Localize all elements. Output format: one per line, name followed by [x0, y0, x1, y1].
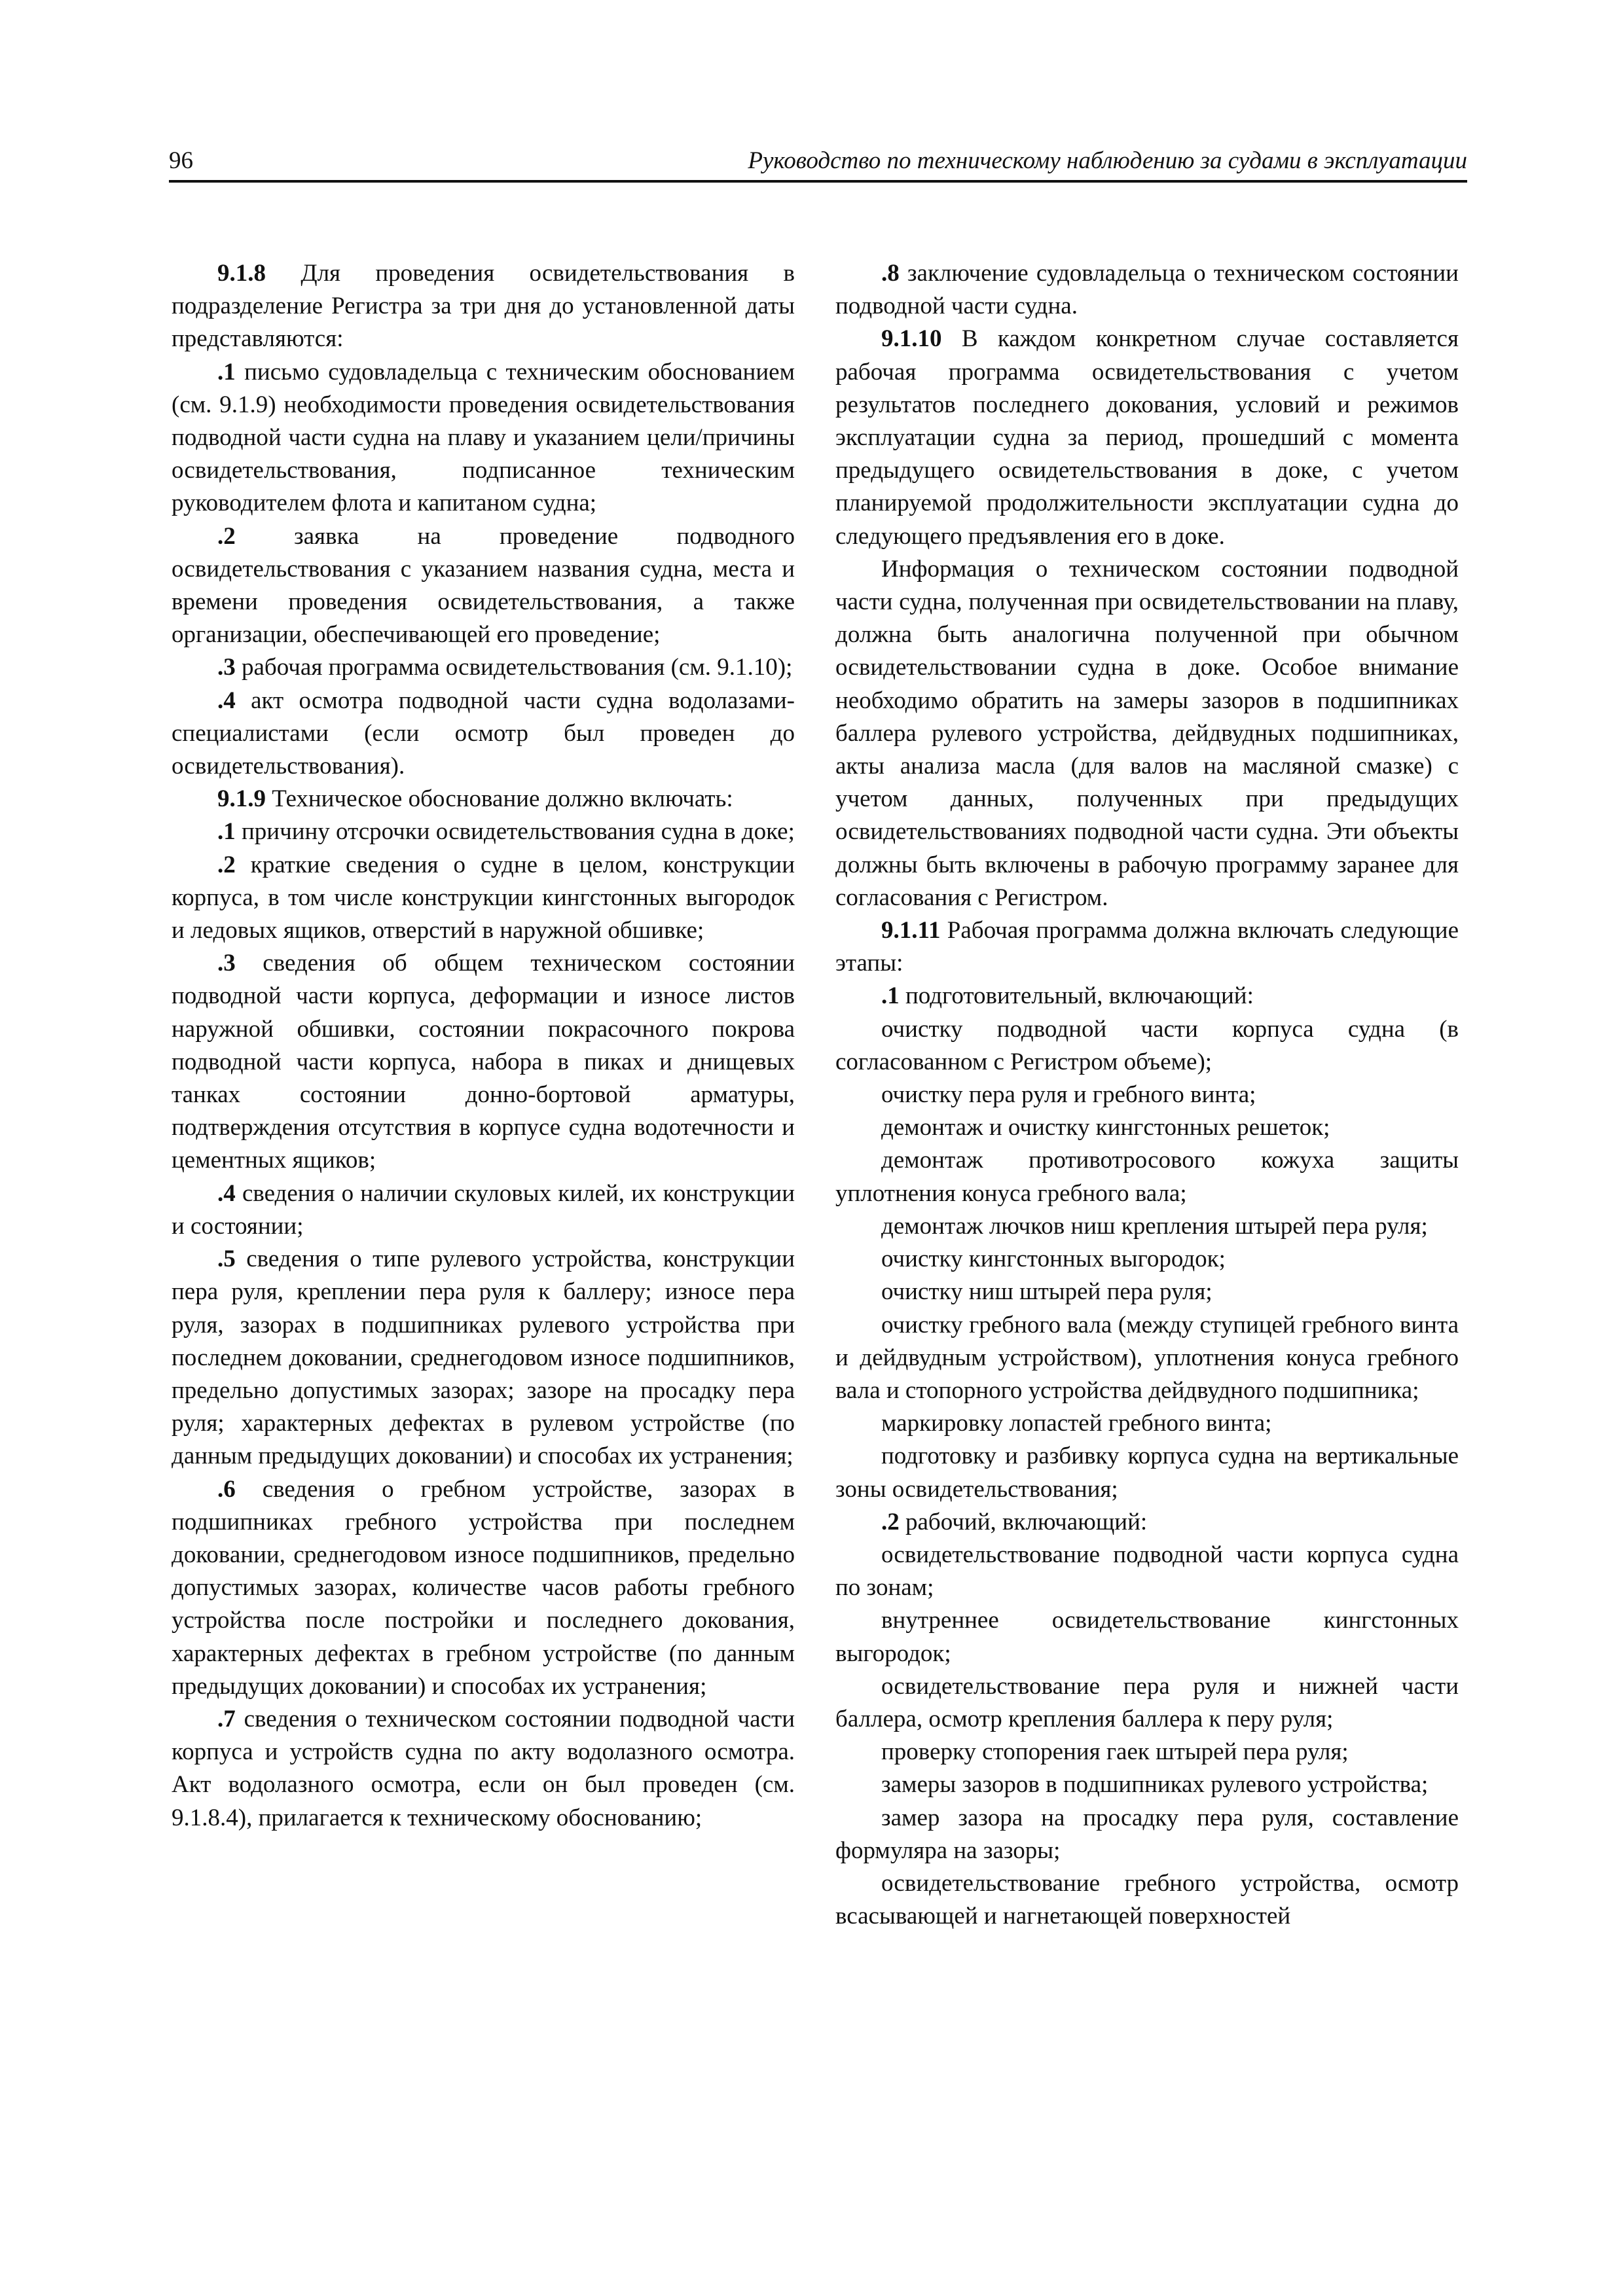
paragraph [835, 1243, 1459, 1276]
paragraph [835, 1604, 1459, 1670]
clause-number: 9.1.10 [881, 325, 942, 353]
paragraph-text: краткие сведения о судне в целом, конструкции корпуса, в том числе конструкции кингстонных выгородок и ледовых ящиков, отверстий в наружной обшивке; [172, 851, 795, 944]
paragraph [835, 1210, 1459, 1243]
paragraph [172, 651, 795, 684]
paragraph [172, 1177, 795, 1243]
clause-number: .3 [217, 950, 236, 977]
paragraph [835, 257, 1459, 323]
paragraph-text: письмо судовладельца с техническим обоснованием (см. 9.1.9) необходимости проведения освидетельствования подводной части судна на плаву и указанием цели/причины освидетельствования, подписанное техническим руководителем флота и капитаном судна; [172, 358, 795, 517]
clause-number: .1 [881, 982, 900, 1010]
clause-number: .8 [881, 260, 900, 287]
clause-number: .2 [217, 522, 236, 550]
clause-number: .6 [217, 1475, 236, 1503]
paragraph [835, 1013, 1459, 1079]
paragraph-text: акт осмотра подводной части судна водолазами-специалистами (если осмотр был проведен до освидетельствования). [172, 687, 795, 780]
clause-number: 9.1.11 [881, 917, 941, 944]
paragraph [835, 1736, 1459, 1768]
paragraph-text: замеры зазоров в подшипниках рулевого устройства; [881, 1771, 1429, 1799]
paragraph [835, 1111, 1459, 1144]
paragraph [172, 1243, 795, 1473]
paragraph [172, 816, 795, 848]
paragraph-text: очистку подводной части корпуса судна (в согласованном с Регистром объеме); [835, 1015, 1459, 1075]
paragraph-text: освидетельствование подводной части корпуса судна по зонам; [835, 1541, 1459, 1602]
clause-number: .3 [217, 654, 236, 681]
paragraph [835, 1539, 1459, 1604]
paragraph-text: сведения о типе рулевого устройства, конструкции пера руля, креплении пера руля к баллеру; износе пера руля, зазорах в подшипниках рулевого устройства при последнем доковании, среднегодовом износе подшипников, предельно допустимых зазорах; зазоре на просадку пера руля; характерных дефектах в рулевом устройстве (по данным предыдущих доковании) и способах их устранения; [172, 1246, 795, 1470]
paragraph [835, 1440, 1459, 1505]
clause-number: .2 [217, 851, 236, 878]
paragraph-text: сведения об общем техническом состоянии подводной части корпуса, деформации и износе листов наружной обшивки, состоянии покрасочного покрова подводной части корпуса, набора в пиках и днищевых танках состоянии донно-бортовой арматуры, подтверждения отсутствия в корпусе судна водотечности и цементных ящиков; [172, 950, 795, 1174]
paragraph [172, 1703, 795, 1835]
paragraph [835, 1506, 1459, 1539]
clause-number: .1 [217, 818, 236, 846]
paragraph [835, 1079, 1459, 1111]
paragraph [835, 323, 1459, 552]
paragraph-text: рабочий, включающий: [899, 1508, 1148, 1535]
clause-number: 9.1.8 [217, 260, 266, 287]
paragraph-text: проверку стопорения гаек штырей пера руля; [881, 1738, 1349, 1766]
paragraph [172, 356, 795, 520]
paragraph-text: сведения о гребном устройстве, зазорах в подшипниках гребного устройства при последнем доковании, среднегодовом износе подшипников, предельно допустимых зазорах, количестве часов работы гребного устройства после постройки и последнего докования, характерных дефектах в гребном устройстве (по данным предыдущих доковании) и способах их устранения; [172, 1475, 795, 1700]
paragraph [172, 257, 795, 356]
paragraph-text: причину отсрочки освидетельствования судна в доке; [235, 818, 795, 846]
paragraph [835, 553, 1459, 914]
paragraph-text: демонтаж лючков ниш крепления штырей пера руля; [881, 1212, 1428, 1240]
paragraph-text: замер зазора на просадку пера руля, составление формуляра на зазоры; [835, 1804, 1459, 1864]
running-title: Руководство по техническому наблюдению за судами в эксплуатации [748, 147, 1467, 174]
paragraph-text: маркировку лопастей гребного винта; [881, 1410, 1272, 1437]
paragraph [172, 1473, 795, 1703]
clause-number: .5 [217, 1246, 236, 1273]
paragraph [835, 914, 1459, 980]
clause-number: .7 [217, 1705, 236, 1732]
paragraph-text: очистку кингстонных выгородок; [881, 1246, 1226, 1273]
paragraph-text: заключение судовладельца о техническом состоянии подводной части судна. [835, 260, 1459, 320]
paragraph-text: освидетельствование пера руля и нижней части баллера, осмотр крепления баллера к перу руля; [835, 1672, 1459, 1732]
paragraph [835, 980, 1459, 1013]
paragraph [835, 1309, 1459, 1408]
paragraph-text: очистку пера руля и гребного винта; [881, 1081, 1256, 1109]
paragraph-text: подготовительный, включающий: [899, 982, 1254, 1010]
clause-number: 9.1.9 [217, 785, 266, 813]
paragraph-text: освидетельствование гребного устройства, осмотр всасывающей и нагнетающей поверхностей [835, 1869, 1459, 1930]
paragraph [835, 1670, 1459, 1736]
paragraph-text: сведения о техническом состоянии подводной части корпуса и устройств судна по акту водолазного осмотра. Акт водолазного осмотра, если он был проведен (см. 9.1.8.4), прилагается к техническому обоснованию; [172, 1705, 795, 1831]
paragraph-text: очистку гребного вала (между ступицей гребного винта и дейдвудным устройством), уплотнения конуса гребного вала и стопорного устройства дейдвудного подшипника; [835, 1311, 1459, 1404]
page-number: 96 [169, 147, 193, 174]
right-column [835, 257, 1459, 1933]
paragraph-text: Для проведения освидетельствования в подразделение Регистра за три дня до установленной даты представляются: [172, 260, 795, 353]
paragraph [172, 849, 795, 948]
clause-number: .4 [217, 1179, 236, 1207]
header-rule [169, 180, 1467, 183]
paragraph [172, 520, 795, 652]
paragraph [835, 1407, 1459, 1440]
left-column [172, 257, 795, 1835]
clause-number: .4 [217, 687, 236, 714]
paragraph-text: Техническое обоснование должно включать: [266, 785, 733, 813]
paragraph [835, 1276, 1459, 1308]
paragraph-text: внутреннее освидетельствование кингстонных выгородок; [835, 1607, 1459, 1667]
paragraph-text: рабочая программа освидетельствования (см. 9.1.10); [235, 654, 793, 681]
paragraph-text: Рабочая программа должна включать следующие этапы: [835, 917, 1459, 977]
paragraph-text: В каждом конкретном случае составляется рабочая программа освидетельствования с учетом результатов последнего докования, условий и режимов эксплуатации судна за период, прошедший с момента предыдущего освидетельствования в доке, с учетом планируемой продолжительности эксплуатации судна до следующего предъявления его в доке. [835, 325, 1459, 550]
paragraph [172, 685, 795, 783]
paragraph-text: подготовку и разбивку корпуса судна на вертикальные зоны освидетельствования; [835, 1443, 1459, 1503]
clause-number: .2 [881, 1508, 900, 1535]
paragraph-text: демонтаж и очистку кингстонных решеток; [881, 1114, 1330, 1141]
paragraph-text: демонтаж противотросового кожуха защиты уплотнения конуса гребного вала; [835, 1147, 1459, 1207]
paragraph [835, 1144, 1459, 1210]
paragraph-text: заявка на проведение подводного освидетельствования с указанием названия судна, места и времени проведения освидетельствования, а также организации, обеспечивающей его проведение; [172, 522, 795, 649]
clause-number: .1 [217, 358, 236, 386]
paragraph [172, 947, 795, 1177]
paragraph [172, 783, 795, 816]
paragraph [835, 1768, 1459, 1801]
paragraph-text: очистку ниш штырей пера руля; [881, 1278, 1213, 1306]
paragraph [835, 1867, 1459, 1933]
paragraph-text: Информация о техническом состоянии подводной части судна, полученная при освидетельствовании на плаву, должна быть аналогична полученной при обычном освидетельствовании судна в доке. Особое внимание необходимо обратить на замеры зазоров в подшипниках баллера рулевого устройства, дейдвудных подшипниках, акты анализа масла (для валов на масляной смазке) с учетом данных, полученных при предыдущих освидетельствованиях подводной части судна. Эти объекты должны быть включены в рабочую программу заранее для согласования с Регистром. [835, 555, 1459, 911]
paragraph [835, 1802, 1459, 1867]
paragraph-text: сведения о наличии скуловых килей, их конструкции и состоянии; [172, 1179, 795, 1240]
page-header [169, 144, 1467, 178]
